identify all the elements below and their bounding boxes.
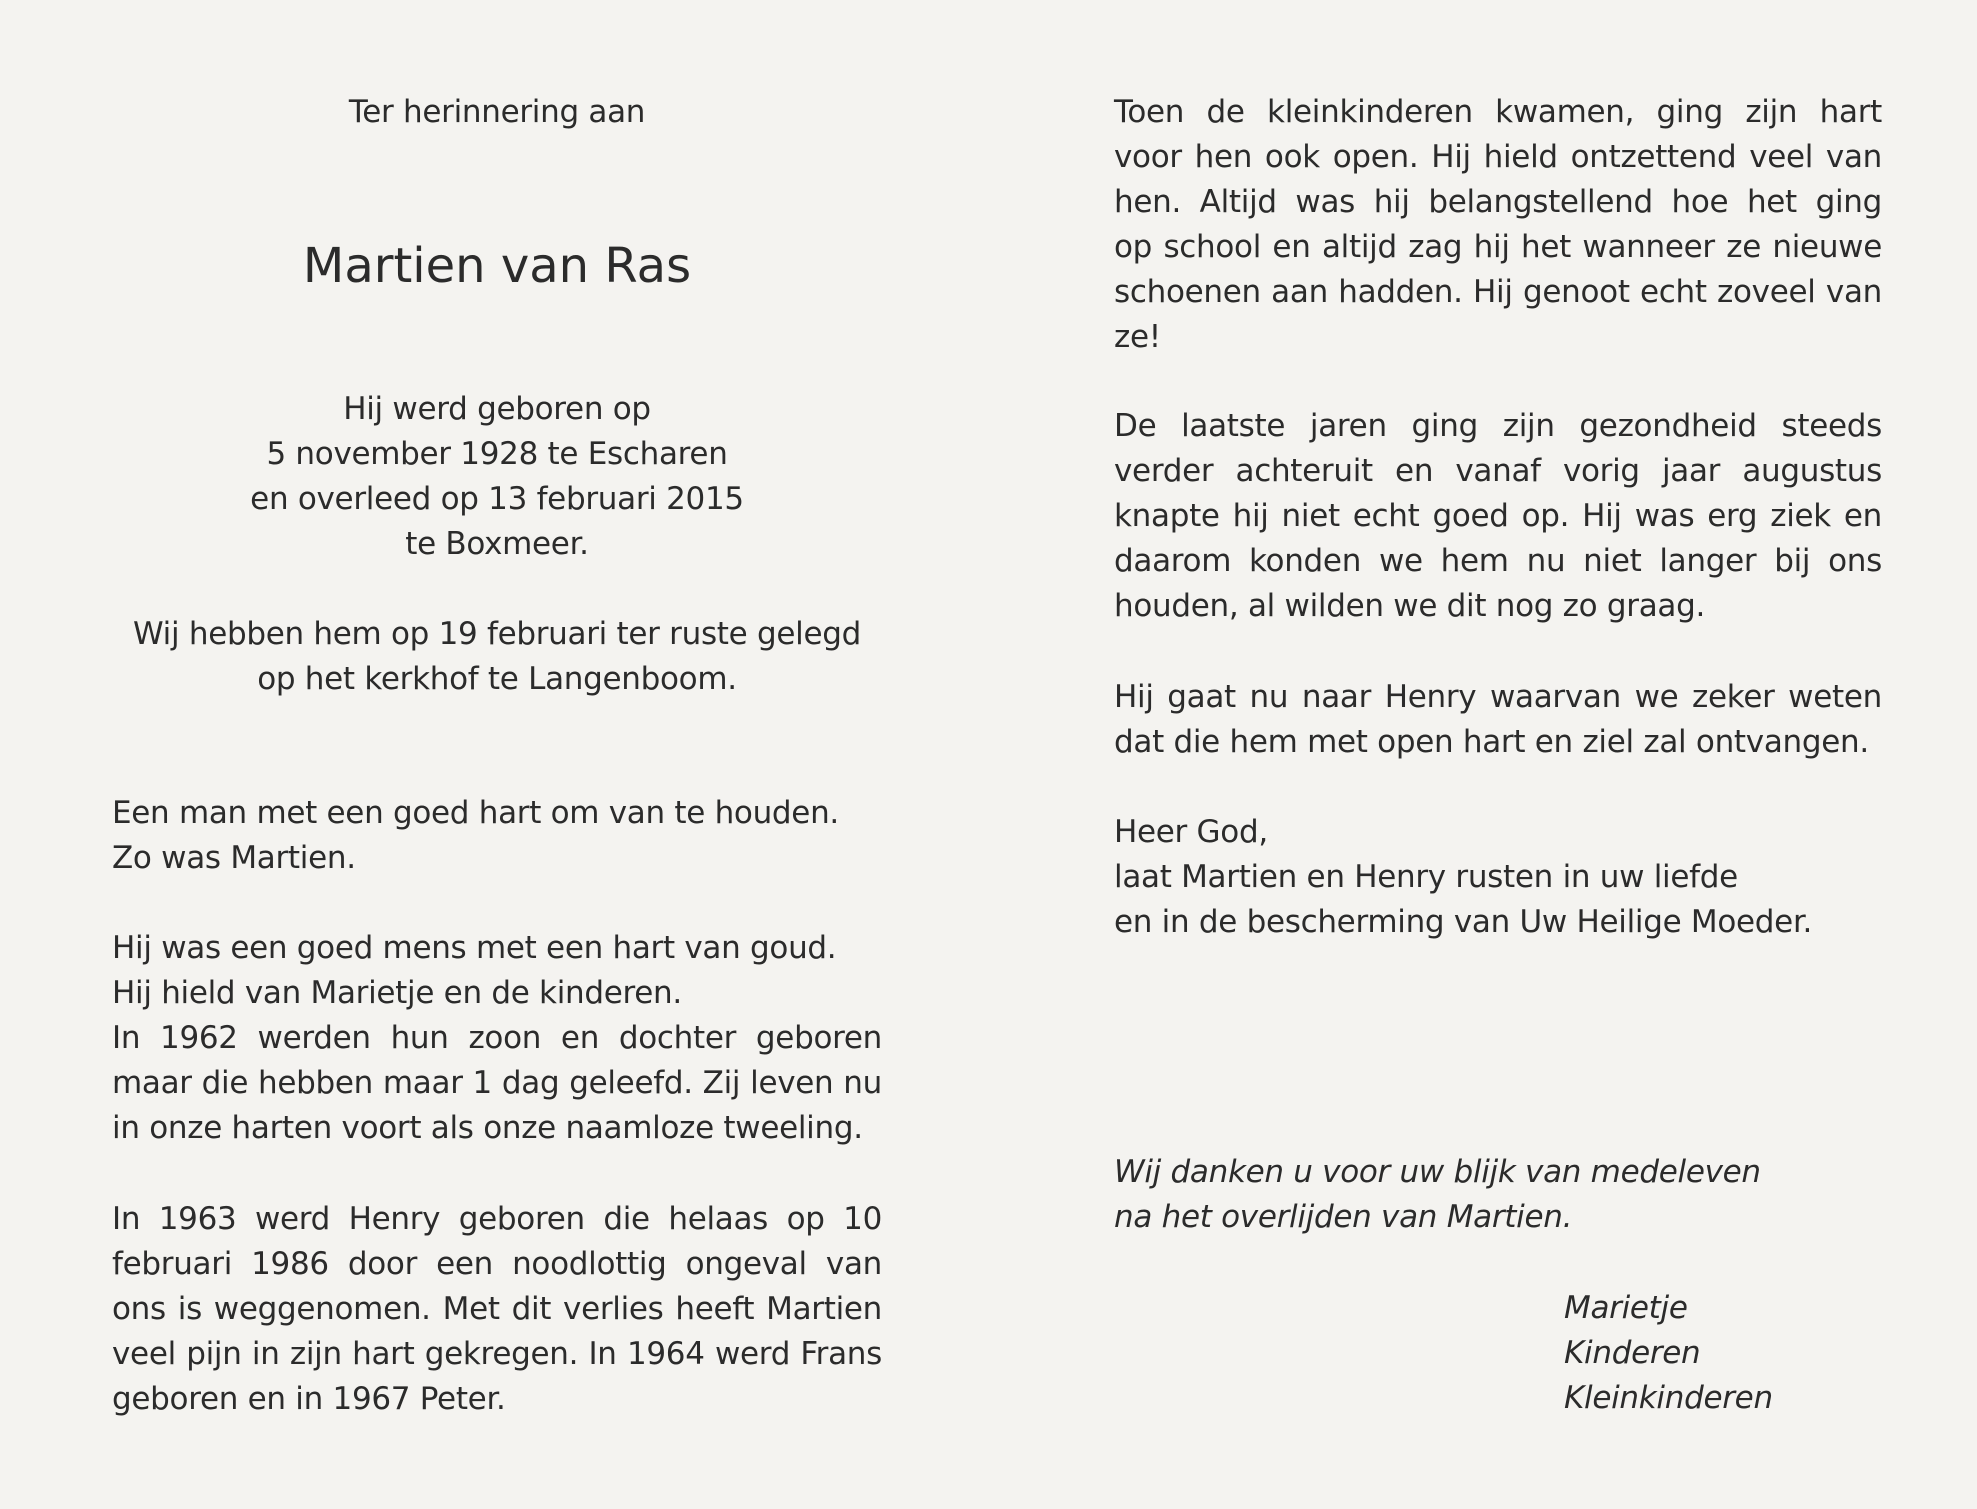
text-line: februari 1986 door een noodlottig ongeval van xyxy=(112,1246,882,1282)
left-paragraph-1 xyxy=(112,791,882,881)
intro-block xyxy=(112,90,882,135)
text-line: Hij hield van Marietje en de kinderen. xyxy=(112,975,682,1011)
prayer-block xyxy=(1114,810,1882,945)
name-block xyxy=(112,236,882,296)
birth-line: Hij werd geboren op xyxy=(343,391,651,427)
text-line: In 1962 werden hun zoon en dochter geboren xyxy=(112,1020,882,1056)
birth-line: en overleed op 13 februari 2015 xyxy=(250,481,744,517)
burial-line: Wij hebben hem op 19 februari ter ruste gelegd xyxy=(133,616,861,652)
text-line: hen. Altijd was hij belangstellend hoe het ging xyxy=(1114,184,1882,220)
text-line: voor hen ook open. Hij hield ontzettend veel van xyxy=(1114,139,1882,175)
text-line: ze! xyxy=(1114,319,1161,355)
text-line: Een man met een goed hart om van te houden. xyxy=(112,795,839,831)
text-line: op school en altijd zag hij het wanneer ze nieuwe xyxy=(1114,229,1882,265)
signature-line: Kinderen xyxy=(1564,1335,1701,1371)
text-line: knapte hij niet echt goed op. Hij was erg ziek en xyxy=(1114,498,1882,534)
deceased-name: Martien van Ras xyxy=(302,238,692,294)
thanks-line: na het overlijden van Martien. xyxy=(1114,1199,1573,1235)
text-line: veel pijn in zijn hart gekregen. In 1964 werd Frans xyxy=(112,1336,882,1372)
thanks-line: Wij danken u voor uw blijk van medeleven xyxy=(1114,1154,1761,1190)
birth-death-block xyxy=(112,387,882,567)
text-line: houden, al wilden we dit nog zo graag. xyxy=(1114,588,1706,624)
text-line: in onze harten voort als onze naamloze tweeling. xyxy=(112,1110,863,1146)
text-line: maar die hebben maar 1 dag geleefd. Zij leven nu xyxy=(112,1065,882,1101)
left-paragraph-3 xyxy=(112,1197,882,1422)
intro-text: Ter herinnering aan xyxy=(348,94,646,130)
text-line: geboren en in 1967 Peter. xyxy=(112,1381,506,1417)
birth-line: te Boxmeer. xyxy=(405,526,589,562)
birth-line: 5 november 1928 te Escharen xyxy=(266,436,728,472)
text-line: Toen de kleinkinderen kwamen, ging zijn hart xyxy=(1114,94,1882,130)
text-line: In 1963 werd Henry geboren die helaas op 10 xyxy=(112,1201,882,1237)
prayer-line: laat Martien en Henry rusten in uw liefde xyxy=(1114,859,1738,895)
burial-line: op het kerkhof te Langenboom. xyxy=(257,661,737,697)
prayer-line: Heer God, xyxy=(1114,814,1268,850)
text-line: Zo was Martien. xyxy=(112,840,356,876)
right-paragraph-3 xyxy=(1114,675,1882,765)
text-line: Hij gaat nu naar Henry waarvan we zeker weten xyxy=(1114,679,1882,715)
text-line: dat die hem met open hart en ziel zal ontvangen. xyxy=(1114,724,1869,760)
signature-line: Marietje xyxy=(1564,1290,1688,1326)
text-line: schoenen aan hadden. Hij genoot echt zoveel van xyxy=(1114,274,1882,310)
prayer-line: en in de bescherming van Uw Heilige Moeder. xyxy=(1114,904,1813,940)
signature-line: Kleinkinderen xyxy=(1564,1380,1773,1416)
text-line: De laatste jaren ging zijn gezondheid steeds xyxy=(1114,408,1882,444)
left-paragraph-2 xyxy=(112,926,882,1151)
signatures-block xyxy=(1564,1286,1882,1421)
text-line: ons is weggenomen. Met dit verlies heeft Martien xyxy=(112,1291,882,1327)
text-line: verder achteruit en vanaf vorig jaar augustus xyxy=(1114,453,1882,489)
thanks-block xyxy=(1114,1150,1882,1240)
burial-block xyxy=(112,612,882,702)
right-paragraph-1 xyxy=(1114,90,1882,360)
right-paragraph-2 xyxy=(1114,404,1882,629)
text-line: Hij was een goed mens met een hart van goud. xyxy=(112,930,837,966)
text-line: daarom konden we hem nu niet langer bij ons xyxy=(1114,543,1882,579)
